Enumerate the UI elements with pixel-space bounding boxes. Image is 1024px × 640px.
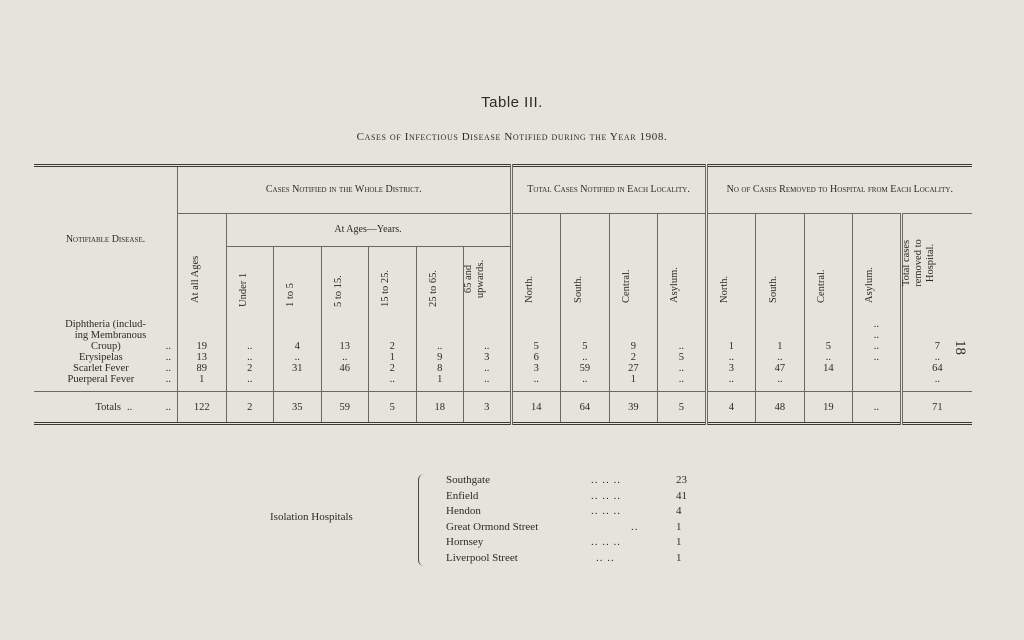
total-cell: 3 xyxy=(464,392,512,424)
list-item: Enfield .. .. .. 41 xyxy=(446,489,687,502)
total-cell: 19 xyxy=(804,392,853,424)
total-cell: 14 xyxy=(511,392,561,424)
total-cell: 39 xyxy=(609,392,658,424)
cell: 64 xyxy=(901,363,972,374)
cell: 47 xyxy=(756,363,805,374)
cell: .. xyxy=(706,374,756,385)
cell: .. xyxy=(464,374,512,385)
table-row xyxy=(34,363,972,374)
cell: 1 xyxy=(609,374,658,385)
cell: .. xyxy=(853,352,902,363)
cell: .. xyxy=(561,352,610,363)
cell: 19 xyxy=(178,319,227,352)
cell: 1 xyxy=(416,374,464,385)
cell: .. xyxy=(901,352,972,363)
cell: 46 xyxy=(321,363,369,374)
cell: 3 xyxy=(464,352,512,363)
cell: 13 xyxy=(321,319,369,352)
cell: 1 xyxy=(178,374,227,385)
header-group-whole-district: Cases Notified in the Whole District. xyxy=(178,166,512,214)
list-item: Southgate .. .. .. 23 xyxy=(446,474,687,486)
table-body xyxy=(34,313,972,424)
total-cell: 71 xyxy=(901,392,972,424)
header-age-1-to-5: 1 to 5 xyxy=(274,247,322,314)
cell: 59 xyxy=(561,363,610,374)
cell: .. xyxy=(658,319,707,352)
cell: .. xyxy=(464,319,512,352)
cell: 2 xyxy=(369,319,417,352)
isolation-hospitals-label: Isolation Hospitals xyxy=(270,511,353,523)
isolation-hospital-list xyxy=(446,474,696,567)
cell: .. xyxy=(416,319,464,352)
cell: 5 xyxy=(804,319,853,352)
cell: .. xyxy=(756,352,805,363)
header-at-ages-years: At Ages—Years. xyxy=(226,214,511,247)
table-row xyxy=(34,352,972,363)
total-cell: 48 xyxy=(756,392,805,424)
header-locality-asylum: Asylum. xyxy=(658,214,707,314)
cell: .. xyxy=(321,352,369,363)
cell: 9 xyxy=(416,352,464,363)
header-group-locality: Total Cases Notified in Each Locality. xyxy=(511,166,706,214)
cell: .. xyxy=(226,352,274,363)
header-removed-south: South. xyxy=(756,214,805,314)
header-disease: Notifiable Disease. xyxy=(65,234,146,245)
header-age-under-1: Under 1 xyxy=(226,247,274,314)
row-name: Erysipelas .. xyxy=(79,352,171,363)
table-row xyxy=(34,374,972,385)
cell: 5 xyxy=(658,352,707,363)
brace xyxy=(418,474,429,566)
header-removed-north: North. xyxy=(706,214,756,314)
total-cell: 59 xyxy=(321,392,369,424)
total-cell: 18 xyxy=(416,392,464,424)
header-age-15-to-25: 15 to 25. xyxy=(369,247,417,314)
cell: 5 xyxy=(561,319,610,352)
header-locality-north: North. xyxy=(511,214,561,314)
table-row xyxy=(34,319,972,352)
cell: .. xyxy=(901,374,972,385)
cell: .. xyxy=(226,374,274,385)
cell: .. .. .. xyxy=(853,319,902,352)
cell: 1 xyxy=(756,319,805,352)
list-item: Hornsey .. .. .. 1 xyxy=(446,536,682,548)
cell: 13 xyxy=(178,352,227,363)
header-total-removed: Total cases removed to Hospital. xyxy=(901,214,972,314)
cell: .. xyxy=(658,374,707,385)
cell xyxy=(804,374,853,385)
cell: 7 xyxy=(901,319,972,352)
row-name: Puerperal Fever .. xyxy=(67,374,171,385)
total-cell: 2 xyxy=(226,392,274,424)
list-item: Liverpool Street .. .. 1 xyxy=(446,551,682,564)
cell: .. xyxy=(226,319,274,352)
cell: .. xyxy=(511,374,561,385)
header-age-25-to-65: 25 to 65. xyxy=(416,247,464,314)
total-cell: 4 xyxy=(706,392,756,424)
header-removed-central: Central. xyxy=(804,214,853,314)
total-cell: 5 xyxy=(369,392,417,424)
list-item: Great Ormond Street .. 1 xyxy=(446,520,682,533)
row-name: Scarlet Fever .. xyxy=(73,363,171,374)
cell: 8 xyxy=(416,363,464,374)
totals-row xyxy=(34,392,972,424)
total-cell: 35 xyxy=(274,392,322,424)
list-item: Hendon .. .. .. 4 xyxy=(446,505,682,517)
cell: 6 xyxy=(511,352,561,363)
cell: 2 xyxy=(226,363,274,374)
total-cell: 64 xyxy=(561,392,610,424)
cell: .. xyxy=(706,352,756,363)
cell: 9 xyxy=(609,319,658,352)
cell: .. xyxy=(804,352,853,363)
cell: 14 xyxy=(804,363,853,374)
cell xyxy=(853,374,902,385)
cell: .. xyxy=(369,374,417,385)
page-number: 18 xyxy=(952,340,968,355)
cell xyxy=(274,374,322,385)
cell: 2 xyxy=(369,363,417,374)
header-locality-south: South. xyxy=(561,214,610,314)
cell: 4 xyxy=(274,319,322,352)
totals-label: Totals .. .. xyxy=(34,392,178,424)
row-name: Diphtheria (includ- ing Membranous Croup) .. xyxy=(65,319,171,352)
cell: .. xyxy=(756,374,805,385)
cell: .. xyxy=(464,363,512,374)
cell: 31 xyxy=(274,363,322,374)
total-cell: 5 xyxy=(658,392,707,424)
header-locality-central: Central. xyxy=(609,214,658,314)
header-age-65-upwards: 65 and upwards. xyxy=(464,247,512,314)
header-removed-asylum: Asylum. xyxy=(853,214,902,314)
header-group-removed: No of Cases Removed to Hospital from Each Locality. xyxy=(706,166,972,214)
cell: .. xyxy=(561,374,610,385)
cell: 3 xyxy=(706,363,756,374)
header-age-5-to-15: 5 to 15. xyxy=(321,247,369,314)
cell xyxy=(853,363,902,374)
cell: .. xyxy=(274,352,322,363)
cell: 3 xyxy=(511,363,561,374)
table-subtitle: Cases of Infectious Disease Notified during the Year 1908. xyxy=(356,131,668,143)
cell: 1 xyxy=(369,352,417,363)
total-cell: 122 xyxy=(178,392,227,424)
cell: .. xyxy=(658,363,707,374)
cell: 2 xyxy=(609,352,658,363)
cell xyxy=(321,374,369,385)
header-at-all-ages: At all Ages xyxy=(178,214,227,314)
disease-table xyxy=(34,164,972,425)
total-cell: .. xyxy=(853,392,902,424)
cell: 5 xyxy=(511,319,561,352)
cell: 1 xyxy=(706,319,756,352)
cell: 89 xyxy=(178,363,227,374)
table-title: Table III. xyxy=(481,94,543,111)
cell: 27 xyxy=(609,363,658,374)
